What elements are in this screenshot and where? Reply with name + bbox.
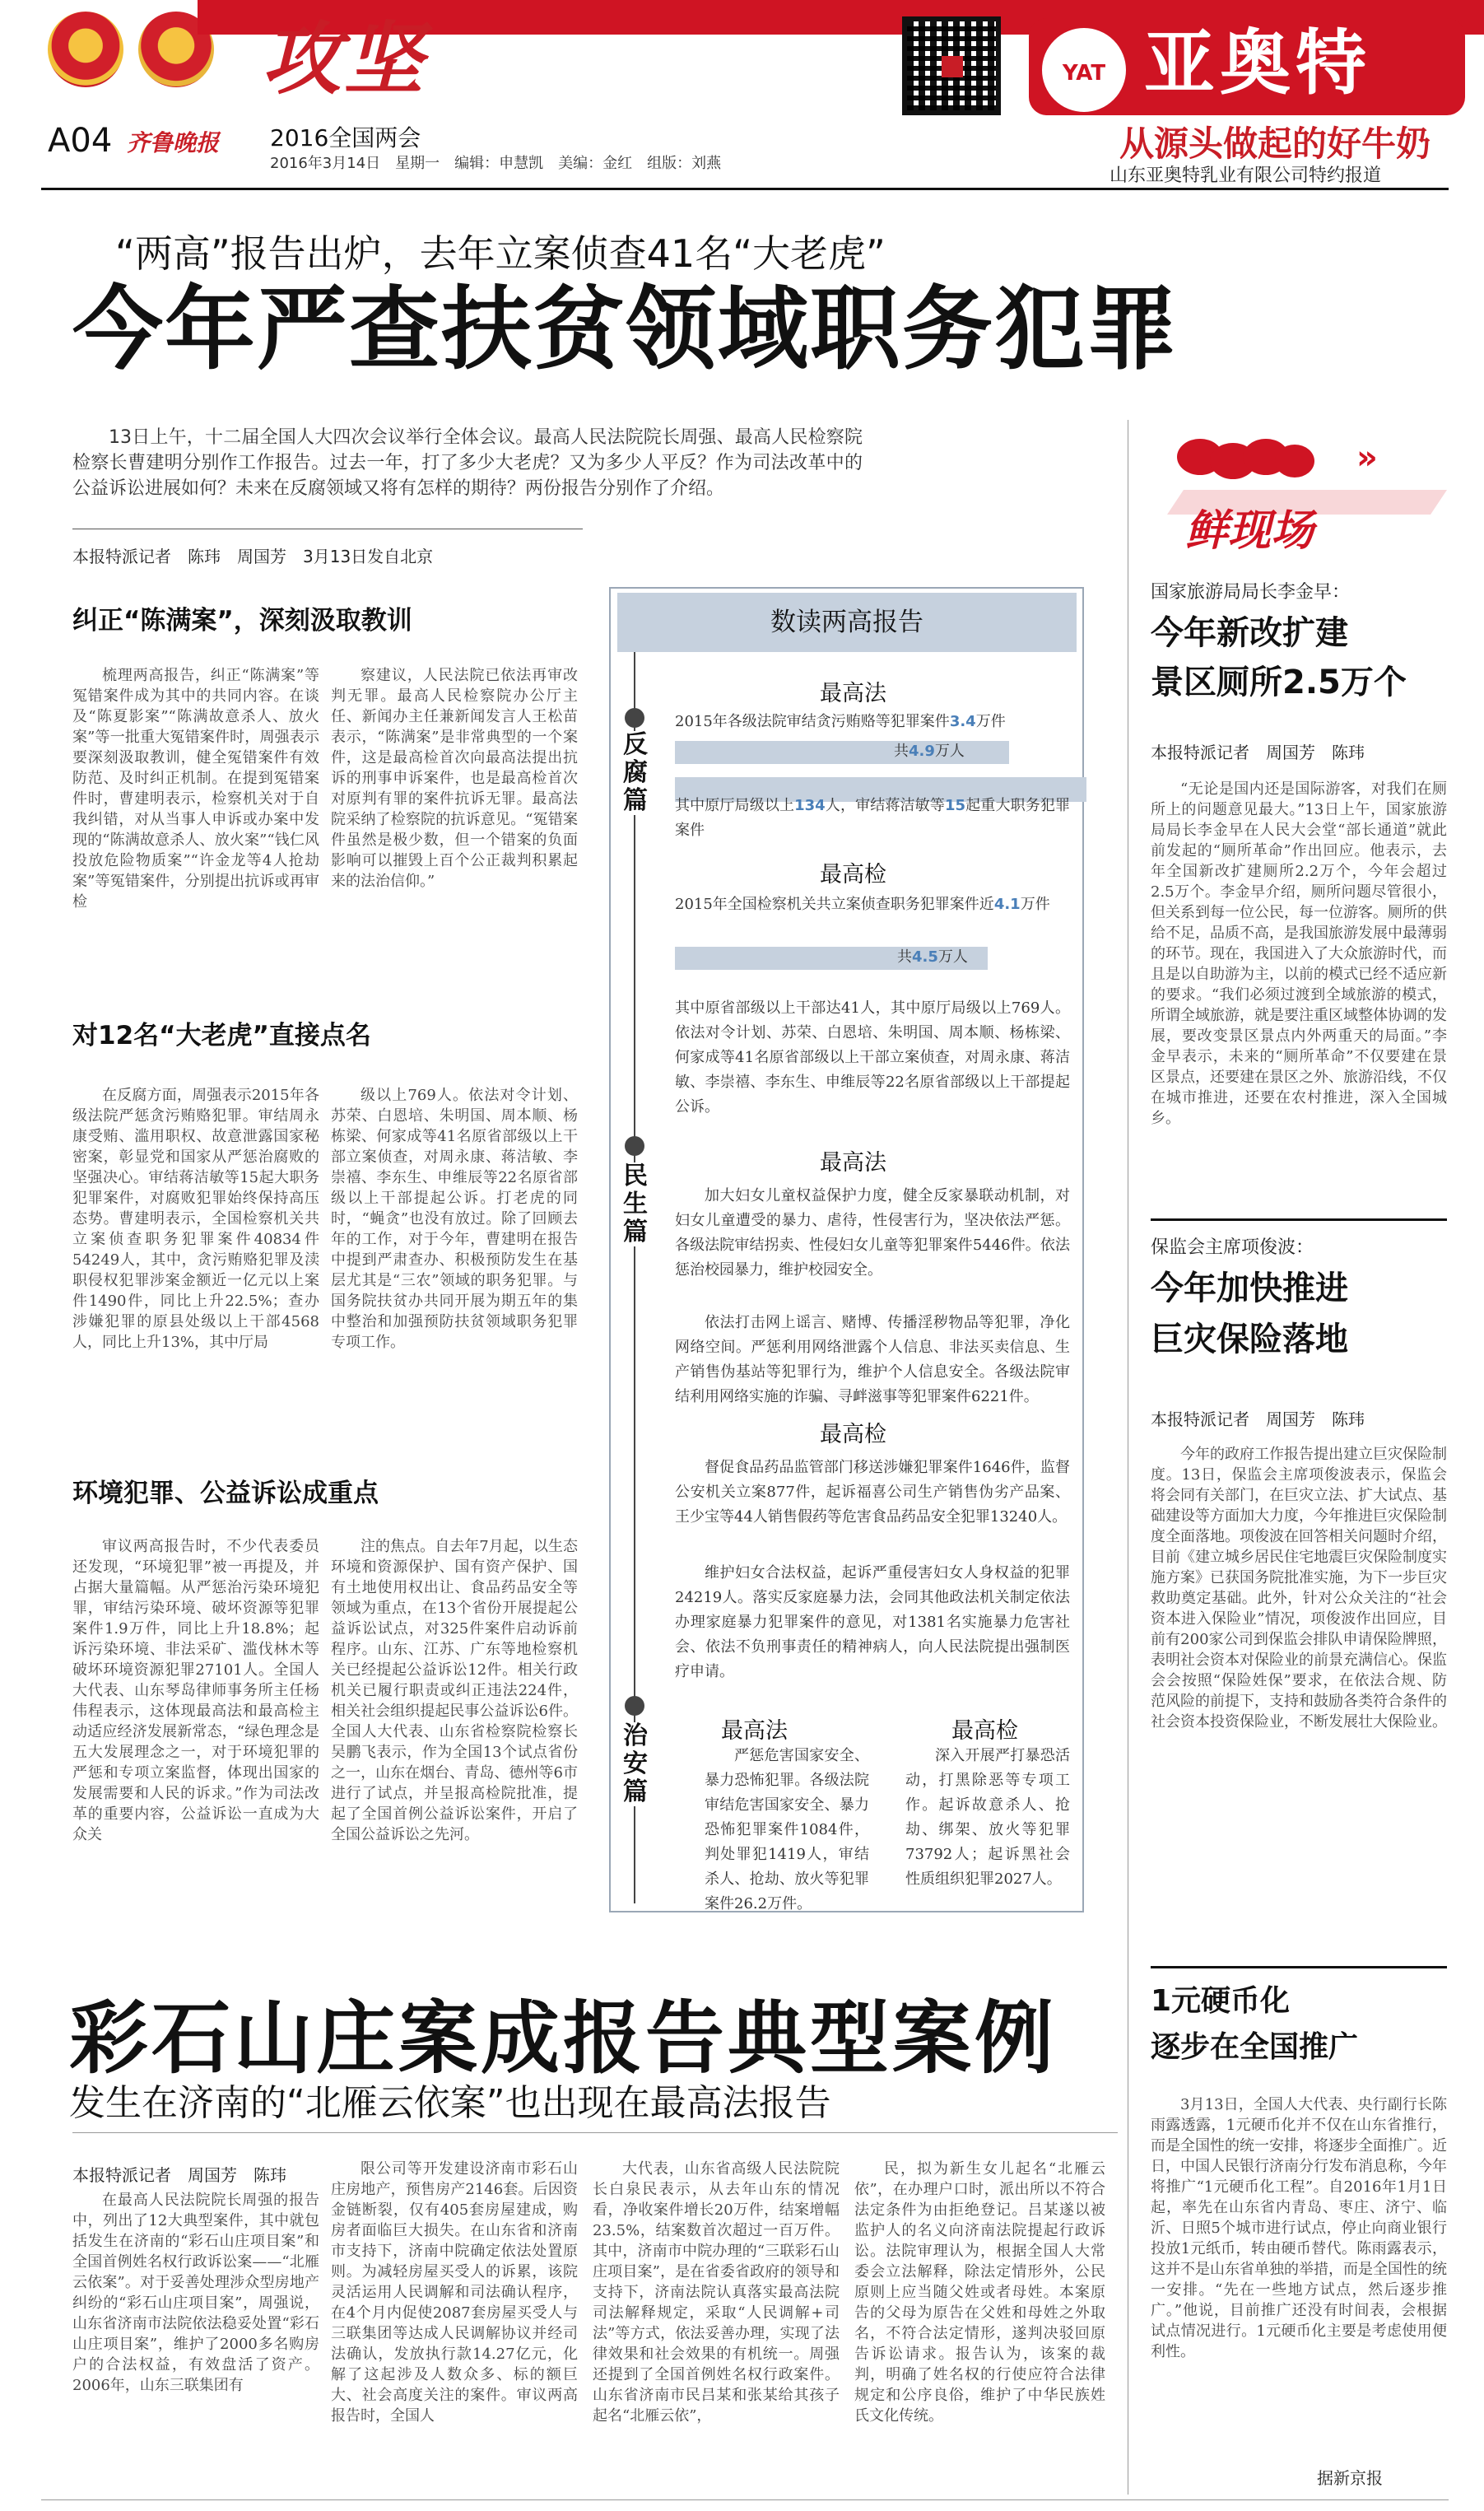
body-tigers-col1 [72,1085,319,1447]
stat-text: 2015年全国检察机关共立案侦查职务犯罪案件近 [675,896,994,913]
body-text: 注的焦点。自去年7月起，以生态环境和资源保护、国有资产保护、国有土地使用权出让、食品药品安全等领域为重点，在13个省份开展提起公益诉讼试点，对325件案件启动诉前程序。山东、江苏、广东等地检察机关已经提起公益诉讼12件。相关行政机关已履行职责或纠正违法224件，相关社会组织提起民事公益诉讼6件。全国人大代表、山东省检察院检察长吴鹏飞表示，作为全国13个试点省份之一，山东在烟台、青岛、德州等6市进行了试点，并呈报高检院批准，提起了全国首例公益诉讼案件，开启了全国公益诉讼之先河。 [331,1538,578,1843]
stat-unit: 万人 [934,743,965,760]
stat-proc-people [897,945,1012,970]
sidebar-item3-body [1151,2094,1447,2457]
stat-unit: 万件 [1020,896,1050,913]
section-subtitle: 2016全国两会 [270,124,421,151]
stat-court-title: 最高法 [820,681,886,706]
main-byline: 本报特派记者 陈玮 周国芳 3月13日发自北京 [72,547,434,566]
lower-subhead: 发生在济南的“北雁云依案”也出现在最高法报告 [69,2082,831,2124]
sidebar-item1-body [1151,779,1447,1207]
label-zhian: 治安篇 [617,1722,654,1806]
lower-col3 [593,2159,840,2495]
body-text: 审议两高报告时，不少代表委员还发现，“环境犯罪”被一再提及，并占据大量篇幅。从严惩治污染环境犯罪，审结污染环境、破坏资源等犯罪案件1.9万件，同比上升18.8%；起诉污染环境、非法采矿、滥伐林木等破坏环境资源犯罪27101人。全国人大代表、山东琴岛律师事务所主任杨伟程表示，这体现最高法和最高检主动适应经济发展新常态，“绿色理念是五大发展理念之一，对于环境犯罪的严惩和专项立案监督，体现出国家的发展需要和人民的诉求。”作为司法改革的重要内容，公益诉讼一直成为大众关 [72,1538,319,1843]
stat-number: 15 [944,797,966,814]
subhead-tigers: 对12名“大老虎”直接点名 [72,1021,371,1051]
stat-number: 4.9 [909,743,935,760]
body-environment-col2 [331,1536,578,1915]
lower-byline: 本报特派记者 周国芳 陈玮 [72,2165,286,2185]
stat-za-proc-text: 深入开展严打暴恐活动，打黑除恶等专项工作。起诉故意杀人、抢劫、绑架、放火等犯罪73792人；起诉黑社会性质组织犯罪2027人。 [905,1747,1070,1888]
stat-number: 4.1 [993,896,1021,913]
national-emblem [48,12,123,87]
sidebar-item1-label: 国家旅游局局长李金早： [1151,582,1351,603]
subhead-environment: 环境犯罪、公益诉讼成重点 [72,1479,379,1508]
footer-rule [41,2499,1449,2500]
label-minsheng: 民生篇 [617,1162,654,1246]
body-text: 级以上769人。依法对令计划、苏荣、白恩培、朱明国、周本顺、杨栋梁、何家成等41名原省部级以上干部立案侦查，对周永康、蒋洁敏、李崇禧、李东生、申维辰等22名原省部级以上干部提起公诉。打老虎的同时，“蝇贪”也没有放过。除了回顾去年的工作，对于今年，曹建明在报告中提到严肃查办、积极预防发生在基层尤其是“三农”领域的职务犯罪。与国务院扶贫办共同开展为期五年的集中整治和加强预防扶贫领域职务犯罪专项工作。 [331,1087,578,1351]
stat-number: 134 [794,797,826,814]
stat-ms-court-text1: 加大妇女儿童权益保护力度，健全反家暴联动机制，对妇女儿童遭受的暴力、虐待，性侵害行为，坚决依法严惩。各级法院审结拐卖、性侵妇女儿童等犯罪案件5446件。依法惩治校园暴力，维护校园安全。 [675,1187,1070,1279]
body-text: 梳理两高报告，纠正“陈满案”等冤错案件成为其中的共同内容。在谈及“陈夏影案”“陈满故意杀人、放火案”等一批重大冤错案件时，周强表示要深刻汲取教训，健全冤错案件有效防范、及时纠正机制。在提到冤错案件时，曹建明表示，检察机关对于自我纠错，对从当事人申诉或办案中发现的“陈满故意杀人、放火案”“钱仁风投放危险物质案”“许金龙等4人抢劫案”等冤错案件，分别提出抗诉或再审检 [72,667,319,911]
stat-ms-proc-title: 最高检 [820,1422,886,1447]
stat-text: 共 [894,743,909,760]
body-text: “无论是国内还是国际游客，对我们在厕所上的问题意见最大。”13日上午，国家旅游局局长李金早在人民大会堂“部长通道”就此前发起的“厕所革命”作出回应。他表示，去年全国新改扩建厕所2.2万个，今年会超过2.5万个。李金早介绍，厕所问题尽管很小，但关系到每一位公民，每一位游客。厕所的供给不足，品质不高，是我国旅游发展中最薄弱的环节。现在，我国进入了大众旅游时代，而且是以自助游为主，以前的模式已经不适应新的要求。“我们必须过渡到全域旅游的模式，所谓全域旅游，就是要注重区域整体协调的发展，要改变景区景点内外两重天的局面。”李金早表示，未来的“厕所革命”不仅要建在景区景点，还要建在景区之外、旅游沿线，不仅在城市推进，还要在农村推进，深入全国城乡。 [1151,780,1447,1127]
stats-header: 数读两高报告 [617,593,1077,652]
lower-rule [72,2132,1118,2133]
stat-text: 其中原厅局级以上 [675,797,795,814]
stat-court-detail [675,794,1070,843]
brand-logo-icon: YAT [1039,25,1129,115]
timeline-dot [625,1136,644,1156]
stat-text: 共 [897,948,912,966]
sidebar-item2-body [1151,1444,1447,1954]
stat-court-text [675,710,1070,734]
stat-za-court-text: 严惩危害国家安全、暴力恐怖犯罪。各级法院审结危害国家安全、暴力恐怖犯罪案件1084件，判处罪犯1419人，审结杀人、抢劫、放火等犯罪案件26.2万件。 [705,1747,869,1912]
body-text: 在反腐方面，周强表示2015年各级法院严惩贪污贿赂犯罪。审结周永康受贿、滥用职权、故意泄露国家秘密案，彰显党和国家从严惩治腐败的坚强决心。审结蒋洁敏等15起大职务犯罪案件，对腐败犯罪始终保持高压态势。曹建明表示，全国检察机关共立案侦查职务犯罪案件40834件54249人，其中，贪污贿赂犯罪及渎职侵权犯罪涉案金额近一亿元以上案件1490件，同比上升22.5%；查办涉嫌犯罪的原县处级以上干部4568人，同比上升13%，其中厅局 [72,1087,319,1351]
sidebar-rule-2 [1151,1966,1447,1968]
stat-ms-court-text2: 依法打击网上谣言、赌博、传播淫秽物品等犯罪，净化网络空间。严惩利用网络泄露个人信息、非法买卖信息、生产销售伪基站等犯罪行为，维护个人信息安全。各级法院审结利用网络实施的诈骗、寻衅滋事等犯罪案件6221件。 [675,1314,1070,1405]
lead-paragraph: 13日上午，十二届全国人大四次会议举行全体会议。最高人民法院院长周强、最高人民检察院检察长曹建明分别作工作报告。过去一年，打了多少大老虎？又为多少人平反？作为司法改革中的公益诉讼进展如何？未来在反腐领域又将有怎样的期待？两份报告分别作了介绍。 [72,427,863,499]
sponsor-line: 山东亚奥特乳业有限公司特约报道 [1110,165,1382,186]
page-number: A04 [48,122,113,160]
sidebar-item2-title1: 今年加快推进 [1151,1269,1348,1307]
stat-ms-proc-text2: 维护妇女合法权益，起诉严重侵害妇女人身权益的犯罪24219人。落实反家庭暴力法，会同其他政法机关制定依法办理家庭暴力犯罪案件的意见，对1381名实施暴力危害社会、依法不负刑事责任的精神病人，向人民法院提出强制医疗申请。 [675,1564,1070,1680]
banner-title: 鲜现场 [1185,506,1314,556]
body-tigers-col2 [331,1085,578,1447]
stat-za-proc-title: 最高检 [951,1718,1018,1744]
lower-col2 [331,2159,578,2495]
stat-proc-detail: 其中原省部级以上干部达41人，其中原厅局级以上769人。依法对令计划、苏荣、白恩培、朱明国、周本顺、杨栋梁、何家成等41名原省部级以上干部立案侦查，对周永康、蒋洁敏、李崇禧、李东生、申维辰等22名原省部级以上干部提起公诉。 [675,999,1070,1116]
body-text: 在最高人民法院院长周强的报告中，列出了12大典型案件，其中就包括发生在济南的“彩石山庄项目案”和全国首例姓名权行政诉讼案——“北雁云依案”。对于妥善处理涉众型房地产纠纷的“彩石山庄项目案”，周强说，山东省济南市法院依法稳妥处置“彩石山庄项目案”，维护了2000多名购房户的合法权益，有效盘活了资产。2006年，山东三联集团有 [72,2192,319,2394]
body-text: 大代表，山东省高级人民法院院长白泉民表示，从去年山东的情况看，净收案件增长20万件，结案增幅23.5%，结案数首次超过一百万件。其中，济南市中院办理的“三联彩石山庄项目案”，是在省委省政府的领导和支持下，济南法院认真落实最高法院司法解释规定，采取“人民调解+司法”等方式，依法妥善办理，实现了法律效果和社会效果的有机统一。周强还提到了全国首例姓名权行政案件。山东省济南市民吕某和张某给其孩子起名“北雁云依”， [593,2160,840,2425]
lower-headline: 彩石山庄案成报告典型案例 [69,1992,1057,2085]
body-text: 察建议，人民法院已依法再审改判无罪。最高人民检察院办公厅主任、新闻办主任兼新闻发言人王松苗表示，“陈满案”是非常典型的一个案件，这是最高检首次向最高法提出抗诉的刑事申诉案件，也是最高检首次对原判有罪的案件抗诉无罪。最高法院采纳了检察院的抗诉意见。“冤错案件虽然是极少数，但一个错案的负面影响可以摧毁上百个公正裁判积累起来的法治信仰。” [331,667,578,890]
sidebar-item3-title1: 1元硬币化 [1151,1984,1291,2018]
sidebar-item1-byline: 本报特派记者 周国芳 陈玮 [1151,743,1365,762]
kicker: “两高”报告出炉，去年立案侦查41名“大老虎” [115,231,886,276]
body-text: 民，拟为新生女儿起名“北雁云依”，在办理户口时，派出所以不符合法定条件为由拒绝登记。吕某遂以被监护人的名义向济南法院提起行政诉讼。法院审理认为，根据全国人大常委会立法解释，除法定情形外，公民原则上应当随父姓或者母姓。本案原告的父母为原告在父姓和母姓之外取名，不符合法定情形，遂判决驳回原告诉讼请求。报告认为，该案的裁判，明确了姓名权的行使应符合法律规定和公序良俗，维护了中华民族姓氏文化传统。 [854,2160,1105,2425]
timeline-dot [625,708,644,728]
brand-slogan: 从源头做起的好牛奶 [1119,123,1431,164]
sidebar-item1-title1: 今年新改扩建 [1151,614,1348,652]
sidebar-item2-title2: 巨灾保险落地 [1151,1321,1348,1358]
date-line: 2016年3月14日 星期一 编辑：申慧凯 美编：金红 组版：刘燕 [270,155,722,172]
sidebar-item3-title2: 逐步在全国推广 [1151,2030,1359,2064]
body-text: 3月13日，全国人大代表、央行副行长陈雨露透露，1元硬币化并不仅在山东省推行，而是全国性的统一安排，将逐步全面推广。近日，中国人民银行济南分行发布消息称，今年将推广“1元硬币化工程”。自2016年1月1日起，率先在山东省内青岛、枣庄、济宁、临沂、日照5个城市进行试点，停止向商业银行投放1元纸币，转由硬币替代。陈雨露表示，这并不是山东省单独的举措，而是全国性的统一安排。“先在一些地方试点，然后逐步推广。”他说，目前推广还没有时间表，会根据试点情况进行。1元硬币化主要是考虑使用便利性。 [1151,2096,1447,2360]
stat-ms-proc-text1: 督促食品药品监管部门移送涉嫌犯罪案件1646件，监督公安机关立案877件，起诉福喜公司生产销售伪劣产品案、王少宝等44人销售假药等危害食品药品安全犯罪13240人。 [675,1459,1070,1526]
lower-col4 [854,2159,1105,2495]
stat-ms-court-title: 最高法 [820,1150,886,1176]
timeline-dot [625,1696,644,1716]
brand-name: 亚奥特 [1144,22,1371,105]
sidebar-rule-1 [1151,1218,1447,1221]
sidebar-item1-title2: 景区厕所2.5万个 [1151,664,1407,701]
body-text: 限公司等开发建设济南市彩石山庄房地产，预售房产2146套。后因资金链断裂，仅有405套房屋建成，购房者面临巨大损失。在山东省和济南市支持下，济南中院确定依法处置原则。为减轻房屋买受人的诉累，该院灵活运用人民调解和司法确认程序，在4个月内促使2087套房屋买受人与三联集团等达成人民调解协议并经司法确认，发放执行款14.27亿元，化解了这起涉及人数众多、标的额巨大、社会高度关注的案件。审议两高报告时，全国人 [331,2160,578,2425]
sidebar-credit: 据新京报 [1317,2468,1383,2488]
stat-unit: 万人 [937,948,968,966]
stat-proc-text [675,892,1070,917]
lower-col1 [72,2190,319,2495]
stat-number: 3.4 [949,713,976,730]
body-environment-col1 [72,1536,319,1915]
main-headline: 今年严查扶贫领域职务犯罪 [72,277,1179,382]
qr-code[interactable] [902,16,1001,115]
body-text: 今年的政府工作报告提出建立巨灾保险制度。13日，保监会主席项俊波表示，保监会将会同有关部门，在巨灾立法、扩大试点、基础建设等方面加大力度，今年推进巨灾保险制度全面落地。项俊波在回答相关问题时介绍，目前《建立城乡居民住宅地震巨灾保险制度实施方案》已获国务院批准实施，为下一步巨灾救助奠定基础。此外，针对公众关注的“社会资本进入保险业”情况，项俊波作出回应，目前有200家公司到保监会排队申请保险牌照，表明社会资本对保险业的前景充满信心。保监会会按照“保险姓保”要求，在依法合规、防范风险的前提下，支持和鼓励各类符合条件的社会资本投资保险业，不断发展壮大保险业。 [1151,1446,1447,1731]
timeline-line [634,652,635,1903]
stat-za-court-title: 最高法 [721,1718,788,1744]
stat-text: 起重大职务犯罪案件 [675,797,1071,839]
stat-number: 4.5 [912,948,938,966]
section-title: 攻坚 [262,12,426,105]
label-anfu: 反腐篇 [617,731,654,815]
stat-proc-title: 最高检 [820,862,886,887]
paper-name: 齐鲁晚报 [127,129,220,156]
sidebar-item2-label: 保监会主席项俊波： [1151,1237,1314,1258]
subhead-chenman: 纠正“陈满案”，深刻汲取教训 [72,606,412,636]
sidebar-item2-byline: 本报特派记者 周国芳 陈玮 [1151,1409,1365,1429]
header-rule [41,188,1449,190]
stat-court-people [894,739,1009,764]
body-chenman-col1 [72,665,319,962]
stat-text: 2015年各级法院审结贪污贿赂等犯罪案件 [675,713,950,730]
stat-text: 人，审结蒋洁敏等 [825,797,945,814]
stat-unit: 万件 [975,713,1006,730]
body-chenman-col2 [331,665,578,962]
svg-text:»: » [1356,439,1378,477]
